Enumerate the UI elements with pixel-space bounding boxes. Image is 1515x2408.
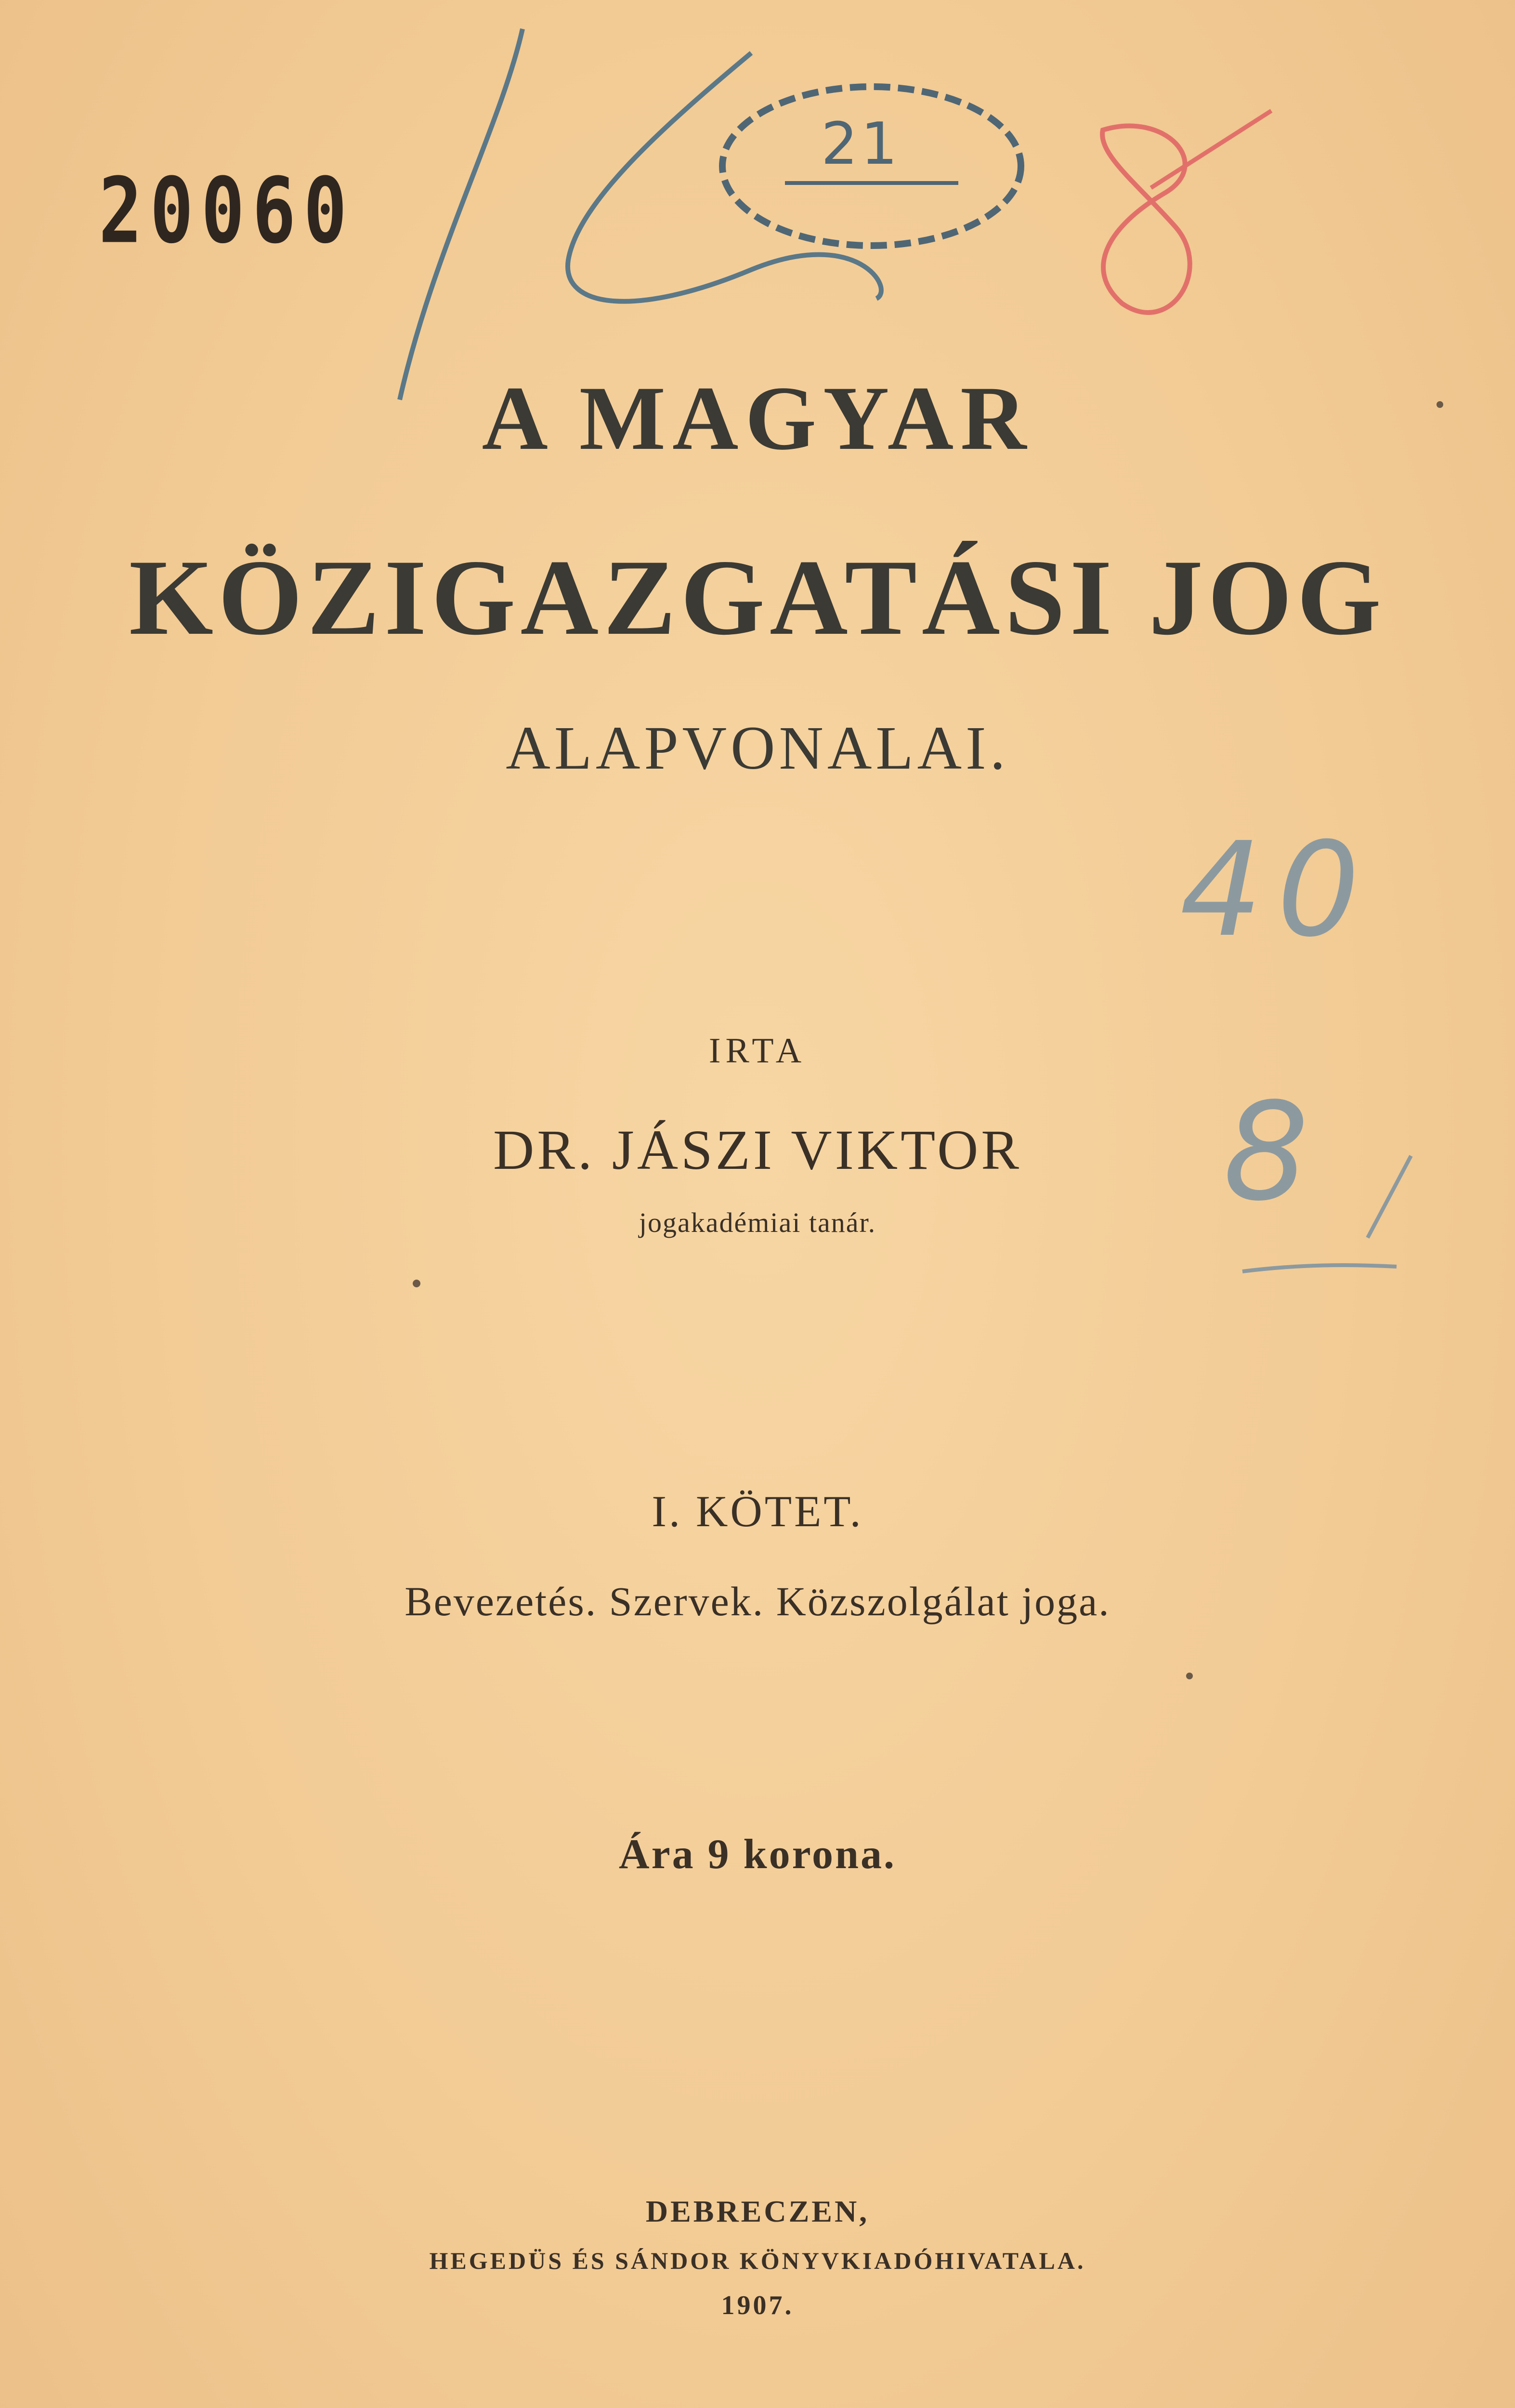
paper-speck — [1186, 1673, 1193, 1679]
byline-label: IRTA — [708, 1031, 807, 1071]
imprint-city: DEBRECZEN, — [645, 2194, 870, 2228]
imprint-year: 1907. — [721, 2290, 794, 2320]
volume-contents: Bevezetés. Szervek. Közszolgálat joga. — [405, 1578, 1110, 1624]
pencil-stroke-one — [400, 29, 522, 400]
paper-speck — [413, 1280, 420, 1287]
red-pencil-stroke — [1151, 111, 1271, 188]
shelfmark-number: 20060 — [99, 159, 355, 264]
volume-label: I. KÖTET. — [652, 1487, 863, 1536]
handwritten-number-top: 40 — [1180, 814, 1374, 966]
title-line-2: KÖZIGAZGATÁSI JOG — [129, 537, 1386, 657]
imprint-publisher: HEGEDÜS ÉS SÁNDOR KÖNYVKIADÓHIVATALA. — [429, 2247, 1086, 2274]
title-line-3: ALAPVONALAI. — [506, 714, 1009, 782]
handwritten-number-bottom: 8 — [1223, 1074, 1309, 1231]
pencil-underline — [1242, 1265, 1397, 1271]
author-position: jogakadémiai tanár. — [639, 1207, 876, 1238]
price-line: Ára 9 korona. — [619, 1831, 896, 1878]
author-name: JÁSZI VIKTOR — [612, 1118, 1022, 1181]
red-pencil-mark-icon — [1102, 126, 1190, 312]
author-prefix: DR. — [493, 1118, 595, 1181]
stamp-number: 21 — [821, 111, 901, 178]
author-line — [0, 1117, 1515, 1183]
title-line-1: A MAGYAR — [482, 368, 1033, 469]
